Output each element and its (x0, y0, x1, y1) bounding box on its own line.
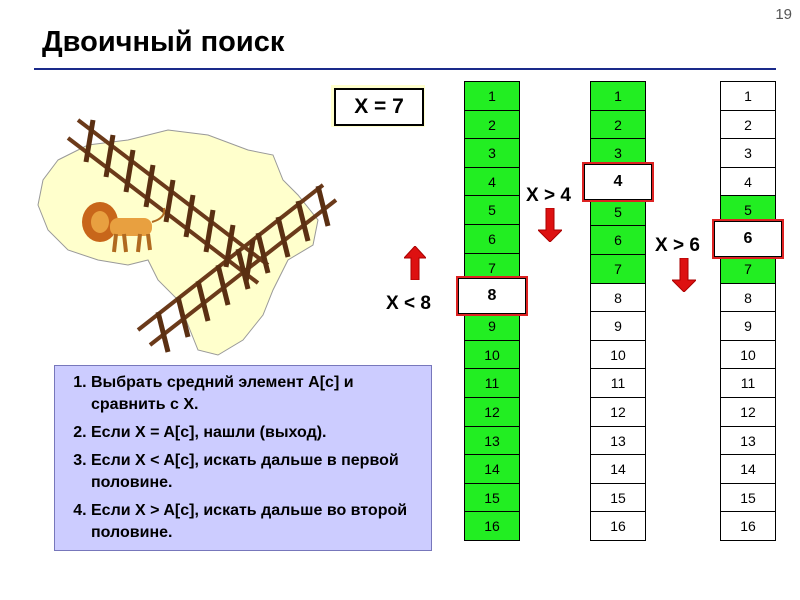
array-cell: 2 (590, 110, 646, 140)
rule-item: 1. Выбрать средний элемент A[c] и сравнить с X. (91, 372, 423, 416)
array-cell: 16 (590, 511, 646, 541)
array-cell: 7 (464, 253, 520, 283)
array-cell: 16 (464, 511, 520, 541)
middle-element-cell: 6 (714, 221, 782, 257)
array-cell: 2 (720, 110, 776, 140)
array-column-2 (590, 82, 646, 541)
array-cell: 5 (464, 195, 520, 225)
array-cell: 9 (590, 311, 646, 341)
comparison-label-3: X > 6 (655, 235, 700, 256)
array-cell: 4 (464, 167, 520, 197)
array-cell: 3 (590, 138, 646, 168)
array-cell: 12 (464, 397, 520, 427)
array-cell: 13 (464, 426, 520, 456)
array-cell: 11 (590, 368, 646, 398)
array-cell: 12 (720, 397, 776, 427)
array-cell: 15 (464, 483, 520, 513)
x-value-label: X = 7 (334, 88, 424, 126)
array-cell: 2 (464, 110, 520, 140)
comparison-label-2: X > 4 (526, 185, 571, 206)
array-cell: 15 (720, 483, 776, 513)
array-cell: 8 (720, 283, 776, 313)
array-cell: 3 (720, 138, 776, 168)
array-cell: 4 (720, 167, 776, 197)
page-title: Двоичный поиск (42, 26, 285, 58)
title-divider (34, 68, 776, 70)
array-cell: 13 (720, 426, 776, 456)
array-cell: 3 (464, 138, 520, 168)
comparison-label-1: X < 8 (386, 293, 431, 314)
middle-element-cell: 4 (584, 164, 652, 200)
array-cell: 1 (590, 81, 646, 111)
africa-map-icon (18, 100, 358, 370)
array-cell: 1 (720, 81, 776, 111)
array-cell: 15 (590, 483, 646, 513)
array-cell: 14 (464, 454, 520, 484)
array-cell: 1 (464, 81, 520, 111)
array-cell: 10 (464, 340, 520, 370)
rule-item: 2. Если X = A[c], нашли (выход). (91, 422, 423, 444)
down-arrow-icon (672, 258, 696, 292)
array-cell: 12 (590, 397, 646, 427)
array-cell: 5 (590, 197, 646, 227)
array-cell: 7 (590, 254, 646, 284)
up-arrow-icon (404, 246, 426, 280)
array-cell: 7 (720, 254, 776, 284)
array-cell: 13 (590, 426, 646, 456)
array-cell: 9 (464, 311, 520, 341)
array-cell: 11 (720, 368, 776, 398)
array-column-3 (720, 82, 776, 541)
array-cell: 16 (720, 511, 776, 541)
array-cell: 6 (464, 224, 520, 254)
array-cell: 6 (590, 225, 646, 255)
array-cell: 8 (590, 283, 646, 313)
rule-item: 4. Если X > A[c], искать дальше во второй половине. (91, 500, 423, 544)
array-cell: 14 (590, 454, 646, 484)
array-cell: 10 (720, 340, 776, 370)
rule-item: 3. Если X < A[c], искать дальше в первой половине. (91, 450, 423, 494)
array-column-1 (464, 82, 520, 541)
algorithm-rules (54, 365, 432, 551)
array-cell: 14 (720, 454, 776, 484)
array-cell: 9 (720, 311, 776, 341)
middle-element-cell: 8 (458, 278, 526, 314)
array-cell: 11 (464, 368, 520, 398)
array-cell: 10 (590, 340, 646, 370)
array-cell: 5 (720, 195, 776, 225)
page-number: 19 (775, 6, 792, 23)
down-arrow-icon (538, 208, 562, 242)
